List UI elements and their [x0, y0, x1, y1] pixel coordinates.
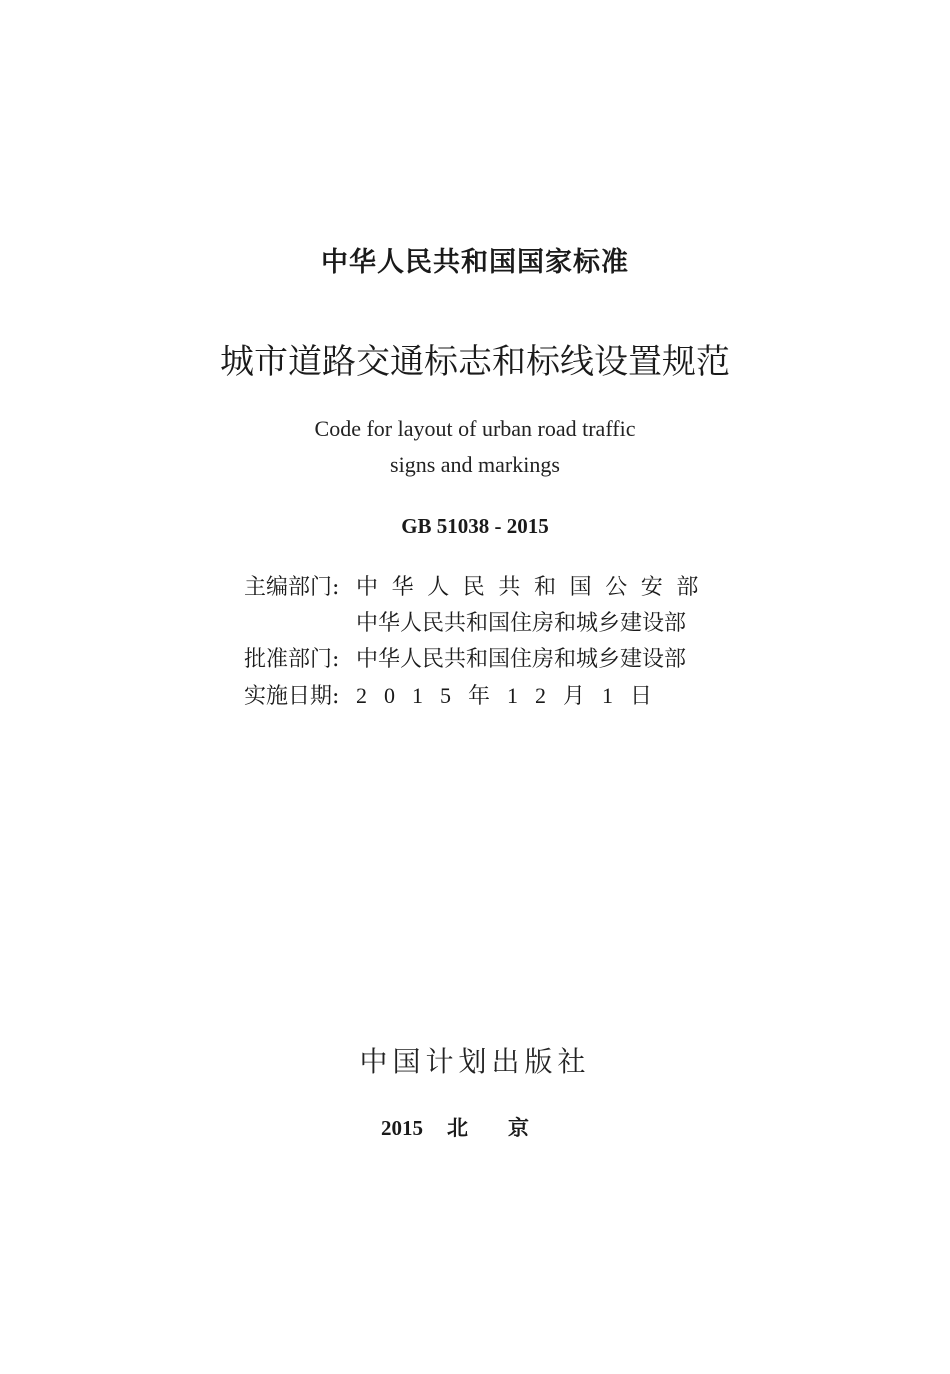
approver: 中华人民共和国住房和城乡建设部 — [356, 647, 687, 672]
chief-editor-2: 中华人民共和国住房和城乡建设部 — [356, 611, 687, 636]
publication-year: 2015 — [381, 1116, 423, 1140]
effective-date: 2015年12月1日 — [356, 683, 670, 708]
chief-editor-row — [244, 570, 712, 606]
page-title: 城市道路交通标志和标线设置规范 — [220, 342, 730, 382]
effective-date-row — [244, 678, 669, 715]
standard-code: GB 51038 - 2015 — [401, 514, 549, 538]
publication-place — [0, 1112, 950, 1142]
english-title-line-1: Code for layout of urban road traffic — [314, 416, 636, 441]
chief-editor-1: 中华人民共和国公安部 — [356, 575, 713, 600]
publisher: 中国计划出版社 — [359, 1045, 591, 1078]
english-title-line-2: signs and markings — [390, 452, 560, 477]
standard-series: 中华人民共和国国家标准 — [321, 247, 629, 278]
approver-row — [244, 642, 686, 678]
approver-label: 批准部门: — [244, 647, 340, 672]
chief-editor-row-2 — [356, 606, 686, 642]
effective-date-label: 实施日期: — [244, 684, 340, 709]
chief-editor-label: 主编部门: — [244, 575, 340, 600]
publication-city: 北京 — [447, 1115, 569, 1140]
